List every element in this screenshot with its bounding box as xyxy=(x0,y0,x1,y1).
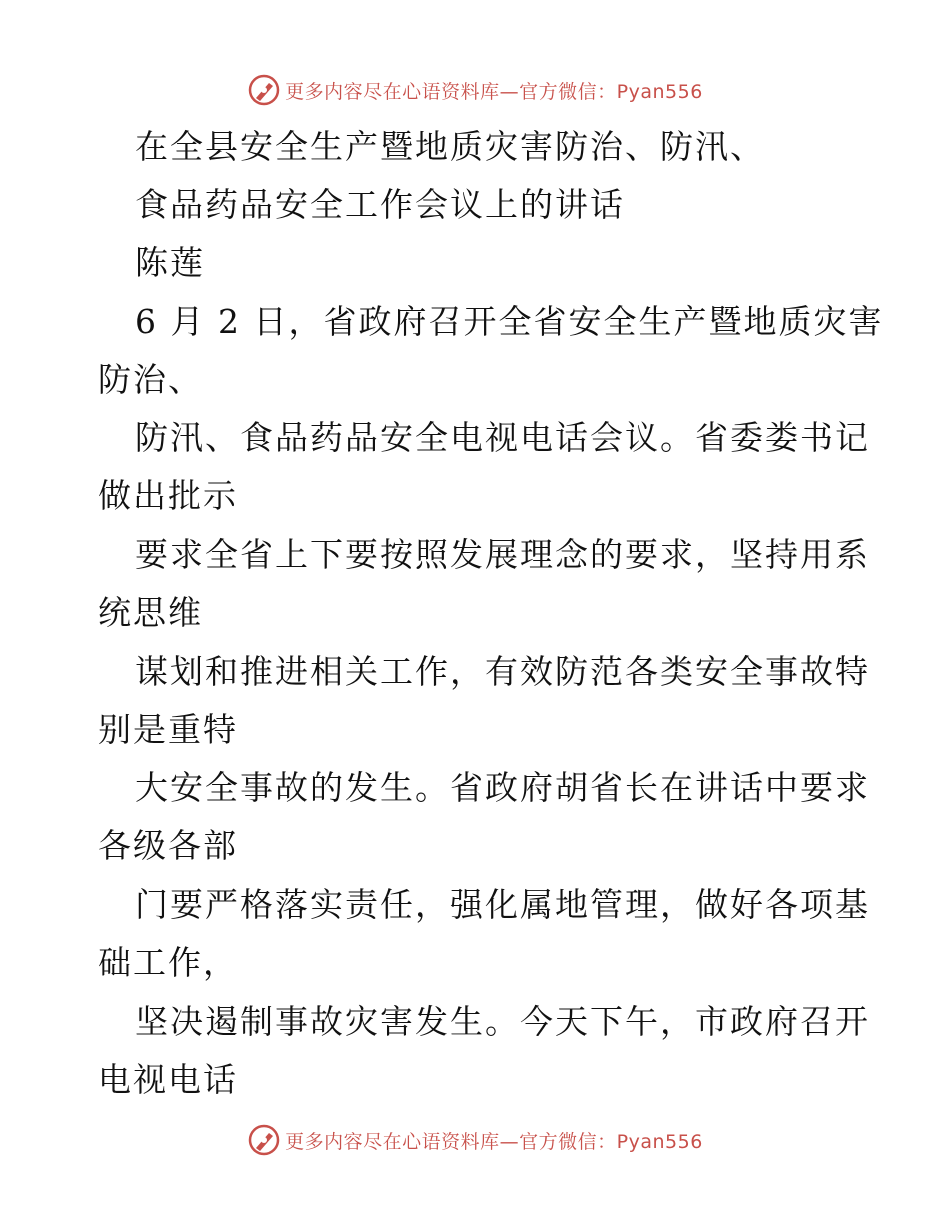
title-line-1: 在全县安全生产暨地质灾害防治、防汛、 xyxy=(135,127,765,166)
paragraph-line: 6 月 2 日，省政府召开全省安全生产暨地质灾害 xyxy=(135,302,884,341)
paragraph-line: 别是重特 xyxy=(98,710,238,749)
pen-logo-icon xyxy=(247,73,281,107)
paragraph-line: 电视电话 xyxy=(98,1060,238,1099)
paragraph-line: 础工作， xyxy=(98,943,238,982)
paragraph-line: 统思维 xyxy=(98,593,203,632)
paragraph-line: 坚决遏制事故灾害发生。今天下午，市政府召开 xyxy=(135,1002,870,1041)
paragraph-line: 大安全事故的发生。省政府胡省长在讲话中要求 xyxy=(135,768,870,807)
watermark-text: 更多内容尽在心语资料库—官方微信：Pyan556 xyxy=(285,80,703,103)
header-watermark xyxy=(0,73,950,107)
paragraph-line: 防治、 xyxy=(98,360,203,399)
paragraph-line: 要求全省上下要按照发展理念的要求，坚持用系 xyxy=(135,535,870,574)
paragraph-line: 各级各部 xyxy=(98,826,238,865)
paragraph-line: 门要严格落实责任，强化属地管理，做好各项基 xyxy=(135,885,870,924)
paragraph-line: 防汛、食品药品安全电视电话会议。省委娄书记 xyxy=(135,418,870,457)
title-line-2: 食品药品安全工作会议上的讲话 xyxy=(135,185,625,224)
author-name: 陈莲 xyxy=(135,243,205,282)
paragraph-line: 谋划和推进相关工作，有效防范各类安全事故特 xyxy=(135,652,870,691)
paragraph-line: 做出批示 xyxy=(98,476,238,515)
pen-logo-icon xyxy=(247,1123,281,1157)
footer-watermark xyxy=(0,1123,950,1157)
watermark-text: 更多内容尽在心语资料库—官方微信：Pyan556 xyxy=(285,1130,703,1153)
